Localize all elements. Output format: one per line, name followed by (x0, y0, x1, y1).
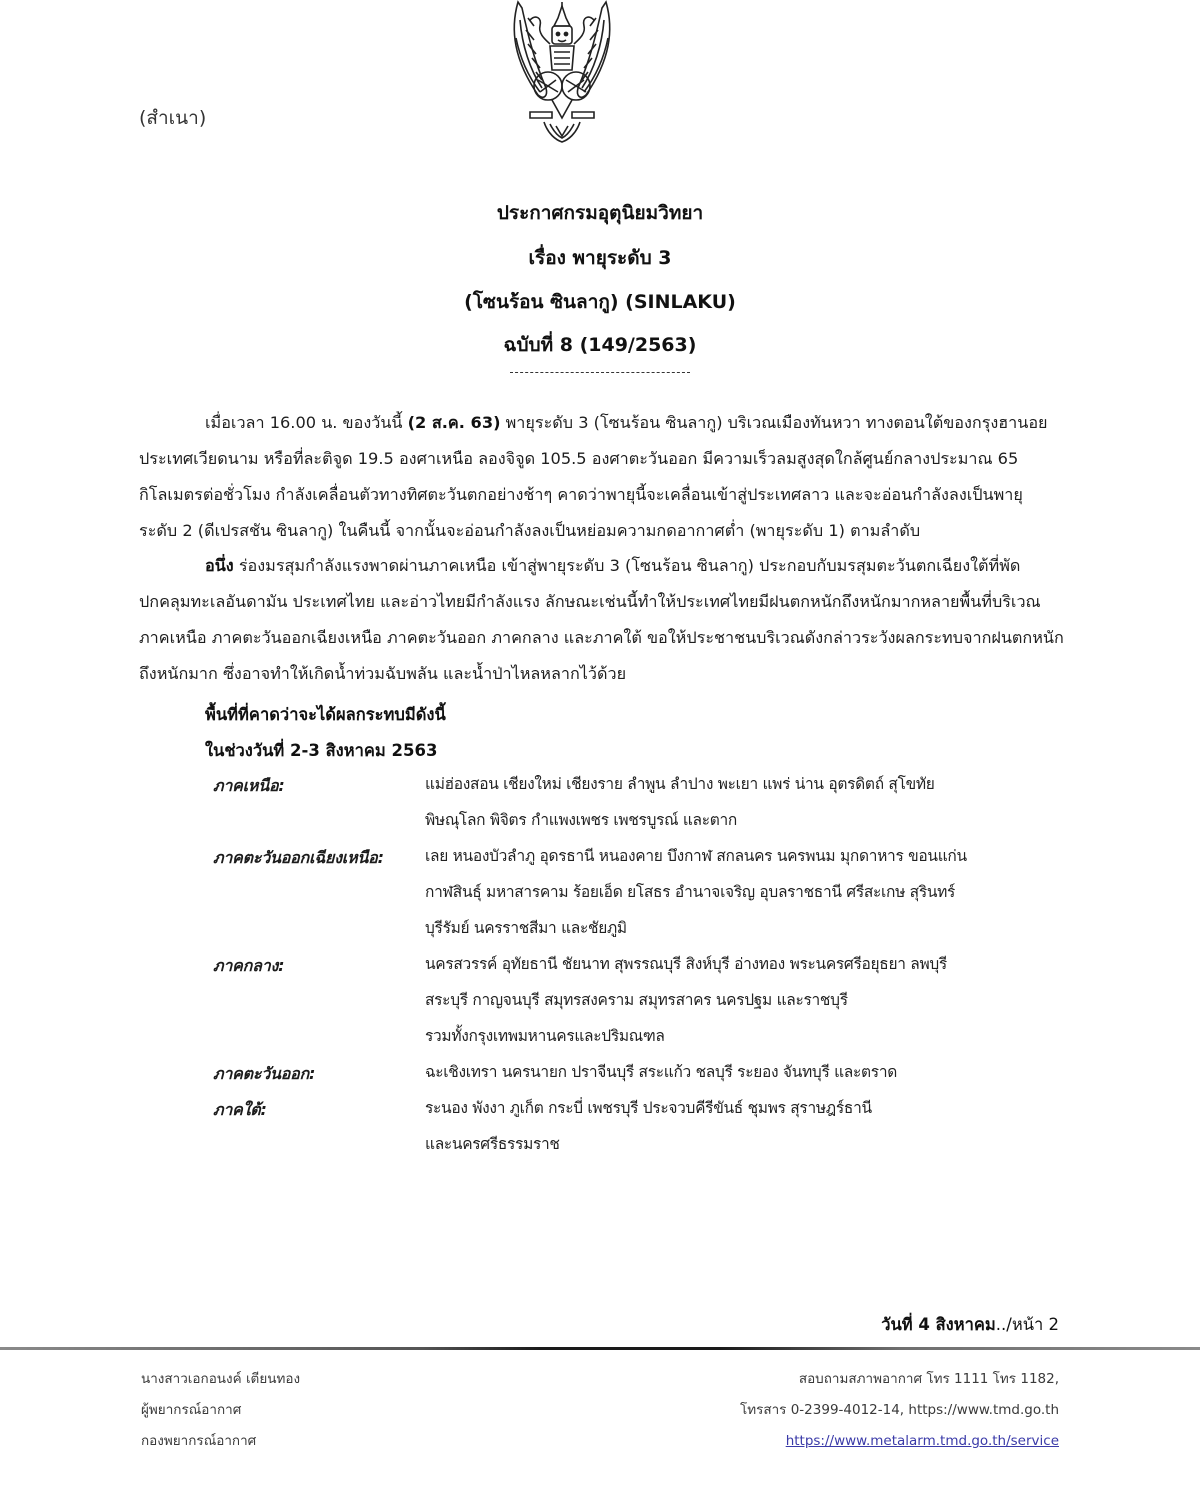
issuer-position: ผู้พยากรณ์อากาศ (141, 1402, 242, 1418)
region-provinces (425, 946, 1065, 1054)
period-heading: ในช่วงวันที่ 2-3 สิงหาคม 2563 (205, 741, 438, 760)
region-provinces (425, 1054, 1065, 1090)
province-line: ฉะเชิงเทรา นครนายก ปราจีนบุรี สระแก้ว ชลบุรี ระยอง จันทบุรี และตราด (425, 1063, 897, 1081)
para2-line4: ถึงหนักมาก ซึ่งอาจทำให้เกิดน้ำท่วมฉับพลัน และน้ำป่าไหลหลากไว้ด้วย (139, 664, 627, 683)
footer-issuer (141, 1364, 300, 1457)
para1-date: (2 ส.ค. 63) (407, 413, 501, 432)
contact-phone: สอบถามสภาพอากาศ โทร 1111 โทร 1182, (798, 1371, 1059, 1387)
para1-line3: กิโลเมตรต่อชั่วโมง กำลังเคลื่อนตัวทางทิศตะวันตกอย่างช้าๆ คาดว่าพายุนี้จะเคลื่อนเข้าสู่ประเทศลาว และจะอ่อนกำลังลงเป็นพายุ (139, 485, 1023, 504)
copy-mark: (สำเนา) (139, 107, 207, 129)
para2-lead: อนึ่ง (205, 556, 234, 575)
region-provinces (425, 838, 1065, 946)
para1-line4: ระดับ 2 (ดีเปรสชัน ซินลากู) ในคืนนี้ จากนั้นจะอ่อนกำลังลงเป็นหย่อมความกดอากาศต่ำ (พายุระดับ 1) ตามลำดับ (139, 521, 921, 540)
region-provinces (425, 1090, 1065, 1162)
region-label: ภาคกลาง: (213, 956, 285, 975)
para2-line3: ภาคเหนือ ภาคตะวันออกเฉียงเหนือ ภาคตะวันออก ภาคกลาง และภาคใต้ ขอให้ประชาชนบริเวณดังกล่าวระวังผลกระทบจากฝนตกหนัก (139, 628, 1064, 647)
region-label: ภาคเหนือ: (213, 776, 285, 795)
announcement-subject: เรื่อง พายุระดับ 3 (528, 247, 672, 269)
province-line: เลย หนองบัวลำภู อุดรธานี หนองคาย บึงกาฬ สกลนคร นครพนม มุกดาหาร ขอนแก่น (425, 847, 967, 865)
storm-name: (โซนร้อน ซินลากู) (SINLAKU) (464, 291, 736, 313)
title-separator (510, 372, 690, 373)
issue-number: ฉบับที่ 8 (149/2563) (503, 334, 697, 356)
province-line: พิษณุโลก พิจิตร กำแพงเพชร เพชรบูรณ์ และตาก (425, 811, 738, 829)
paragraph-monsoon-warning (139, 548, 1064, 692)
contact-fax-website: โทรสาร 0-2399-4012-14, https://www.tmd.go.th (739, 1402, 1059, 1418)
affected-areas-heading: พื้นที่ที่คาดว่าจะได้ผลกระทบมีดังนี้ (205, 705, 446, 724)
footer-divider (0, 1347, 1200, 1350)
para1-line1-rest: พายุระดับ 3 (โซนร้อน ซินลากู) บริเวณเมืองทันหวา ทางตอนใต้ของกรุงฮานอย (500, 413, 1048, 432)
province-line: รวมทั้งกรุงเทพมหานครและปริมณฑล (425, 1027, 665, 1045)
para1-line2: ประเทศเวียดนาม หรือที่ละติจูด 19.5 องศาเหนือ ลองจิจูด 105.5 องศาตะวันออก มีความเร็วลมสูงสุดใกล้ศูนย์กลางประมาณ 65 (139, 449, 1019, 468)
next-page-marker (881, 1312, 1059, 1338)
issuer-name: นางสาวเอกอนงค์ เตียนทอง (141, 1371, 301, 1387)
garuda-emblem-icon (508, 0, 616, 145)
para2-line1-rest: ร่องมรสุมกำลังแรงพาดผ่านภาคเหนือ เข้าสู่พายุระดับ 3 (โซนร้อน ซินลากู) ประกอบกับมรสุมตะวันตกเฉียงใต้ที่พัด (233, 556, 1021, 575)
paragraph-storm-status (139, 405, 1061, 549)
issuer-division: กองพยากรณ์อากาศ (141, 1433, 257, 1449)
province-line: แม่ฮ่องสอน เชียงใหม่ เชียงราย ลำพูน ลำปาง พะเยา แพร่ น่าน อุตรดิตถ์ สุโขทัย (425, 775, 935, 793)
province-line: ระนอง พังงา ภูเก็ต กระบี่ เพชรบุรี ประจวบคีรีขันธ์ ชุมพร สุราษฎร์ธานี (425, 1099, 872, 1117)
region-label: ภาคตะวันออก: (213, 1064, 316, 1083)
province-line: สระบุรี กาญจนบุรี สมุทรสงคราม สมุทรสาคร นครปฐม และราชบุรี (425, 991, 848, 1009)
para1-lead: เมื่อเวลา 16.00 น. ของวันนี้ (205, 413, 408, 432)
next-page-ref: ../หน้า 2 (995, 1315, 1059, 1334)
province-line: บุรีรัมย์ นครราชสีมา และชัยภูมิ (425, 919, 627, 937)
footer-contact (740, 1364, 1059, 1457)
province-line: และนครศรีธรรมราช (425, 1135, 560, 1153)
service-link[interactable]: https://www.metalarm.tmd.go.th/service (785, 1433, 1059, 1449)
province-line: นครสวรรค์ อุทัยธานี ชัยนาท สุพรรณบุรี สิงห์บุรี อ่างทอง พระนครศรีอยุธยา ลพบุรี (425, 955, 947, 973)
region-provinces (425, 766, 1065, 838)
region-label: ภาคใต้: (213, 1100, 267, 1119)
next-page-date: วันที่ 4 สิงหาคม (881, 1315, 996, 1334)
province-line: กาฬสินธุ์ มหาสารคาม ร้อยเอ็ด ยโสธร อำนาจเจริญ อุบลราชธานี ศรีสะเกษ สุรินทร์ (425, 883, 956, 901)
para2-line2: ปกคลุมทะเลอันดามัน ประเทศไทย และอ่าวไทยมีกำลังแรง ลักษณะเช่นนี้ทำให้ประเทศไทยมีฝนตกหนักถึงหนักมากหลายพื้นที่บริเวณ (139, 592, 1041, 611)
region-label: ภาคตะวันออกเฉียงเหนือ: (213, 848, 384, 867)
announcement-title: ประกาศกรมอุตุนิยมวิทยา (496, 202, 704, 224)
